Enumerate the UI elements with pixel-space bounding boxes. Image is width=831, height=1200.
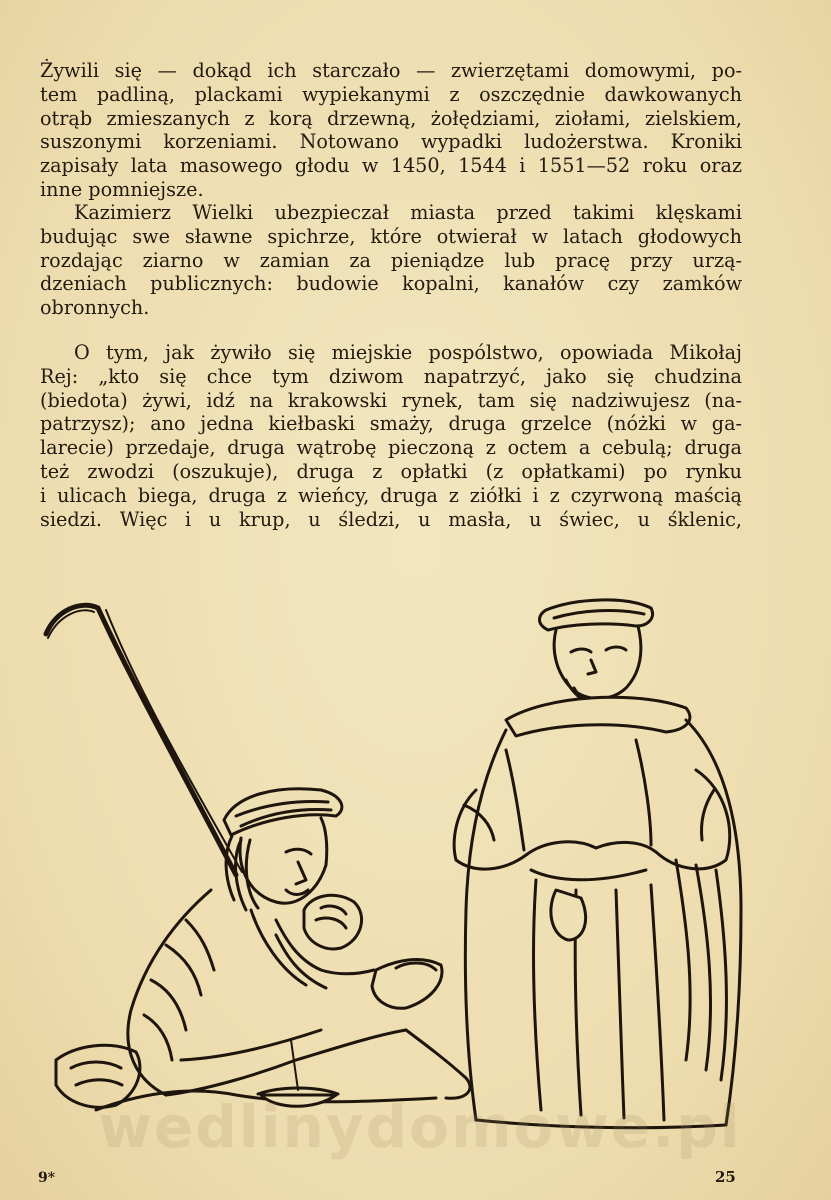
text-line: otrąb zmieszanych z korą drzewną, żołędziami, ziołami, zielskiem, — [40, 106, 742, 130]
text-line: Żywili się — dokąd ich starczało — zwierzętami domowymi, po- — [40, 59, 742, 82]
text-line: Kazimierz Wielki ubezpieczał miasta przed takimi klęskami — [74, 201, 742, 224]
woodcut-illustration — [36, 590, 756, 1135]
text-line: siedzi. Więc i u krup, u śledzi, u masła, u świec, u śklenic, — [40, 507, 742, 531]
text-line: larecie) przedaje, druga wątrobę pieczoną z octem a cebulą; druga — [40, 436, 742, 460]
signature-mark: 9* — [38, 1170, 56, 1186]
watermark: wedlinydomowe.pl — [98, 1093, 742, 1161]
text-line: obronnych. — [40, 296, 150, 320]
paragraph-1 — [40, 59, 742, 202]
page-number: 25 — [715, 1168, 736, 1186]
text-line: inne pomniejsze. — [40, 177, 204, 201]
text-line: rozdając ziarno w zamian za pieniądze lub pracę przy urzą- — [40, 248, 742, 272]
text-line: zapisały lata masowego głodu w 1450, 1544 i 1551—52 roku oraz — [40, 154, 742, 178]
text-line: Rej: „kto się chce tym dziwom napatrzyć, jako się chudzina — [40, 364, 742, 388]
text-line: suszonymi korzeniami. Notowano wypadki ludożerstwa. Kroniki — [40, 130, 742, 154]
text-line: dzeniach publicznych: budowie kopalni, kanałów czy zamków — [40, 272, 742, 296]
text-line: O tym, jak żywiło się miejskie pospólstwo, opowiada Mikołaj — [74, 341, 742, 364]
text-line: budując swe sławne spichrze, które otwierał w latach głodowych — [40, 224, 742, 248]
paragraph-2 — [40, 201, 742, 320]
burgher-drawing — [454, 600, 741, 1128]
text-line: (biedota) żywi, idź na krakowski rynek, tam się nadziwujesz (na- — [40, 388, 742, 412]
text-line: też zwodzi (oszukuje), druga z opłatki (z opłatkami) po rynku — [40, 459, 742, 483]
text-line: tem padliną, plackami wypiekanymi z oszczędnie dawkowanych — [40, 82, 742, 106]
beggar-drawing — [56, 789, 470, 1110]
staff-drawing — [46, 605, 242, 875]
text-line: patrzysz); ano jedna kiełbaski smaży, druga grzelce (nóżki w ga- — [40, 412, 742, 436]
paragraph-3 — [40, 341, 742, 531]
text-line: i ulicach biega, druga z wieńcy, druga z ziółki i z czyrwoną maścią — [40, 483, 742, 507]
